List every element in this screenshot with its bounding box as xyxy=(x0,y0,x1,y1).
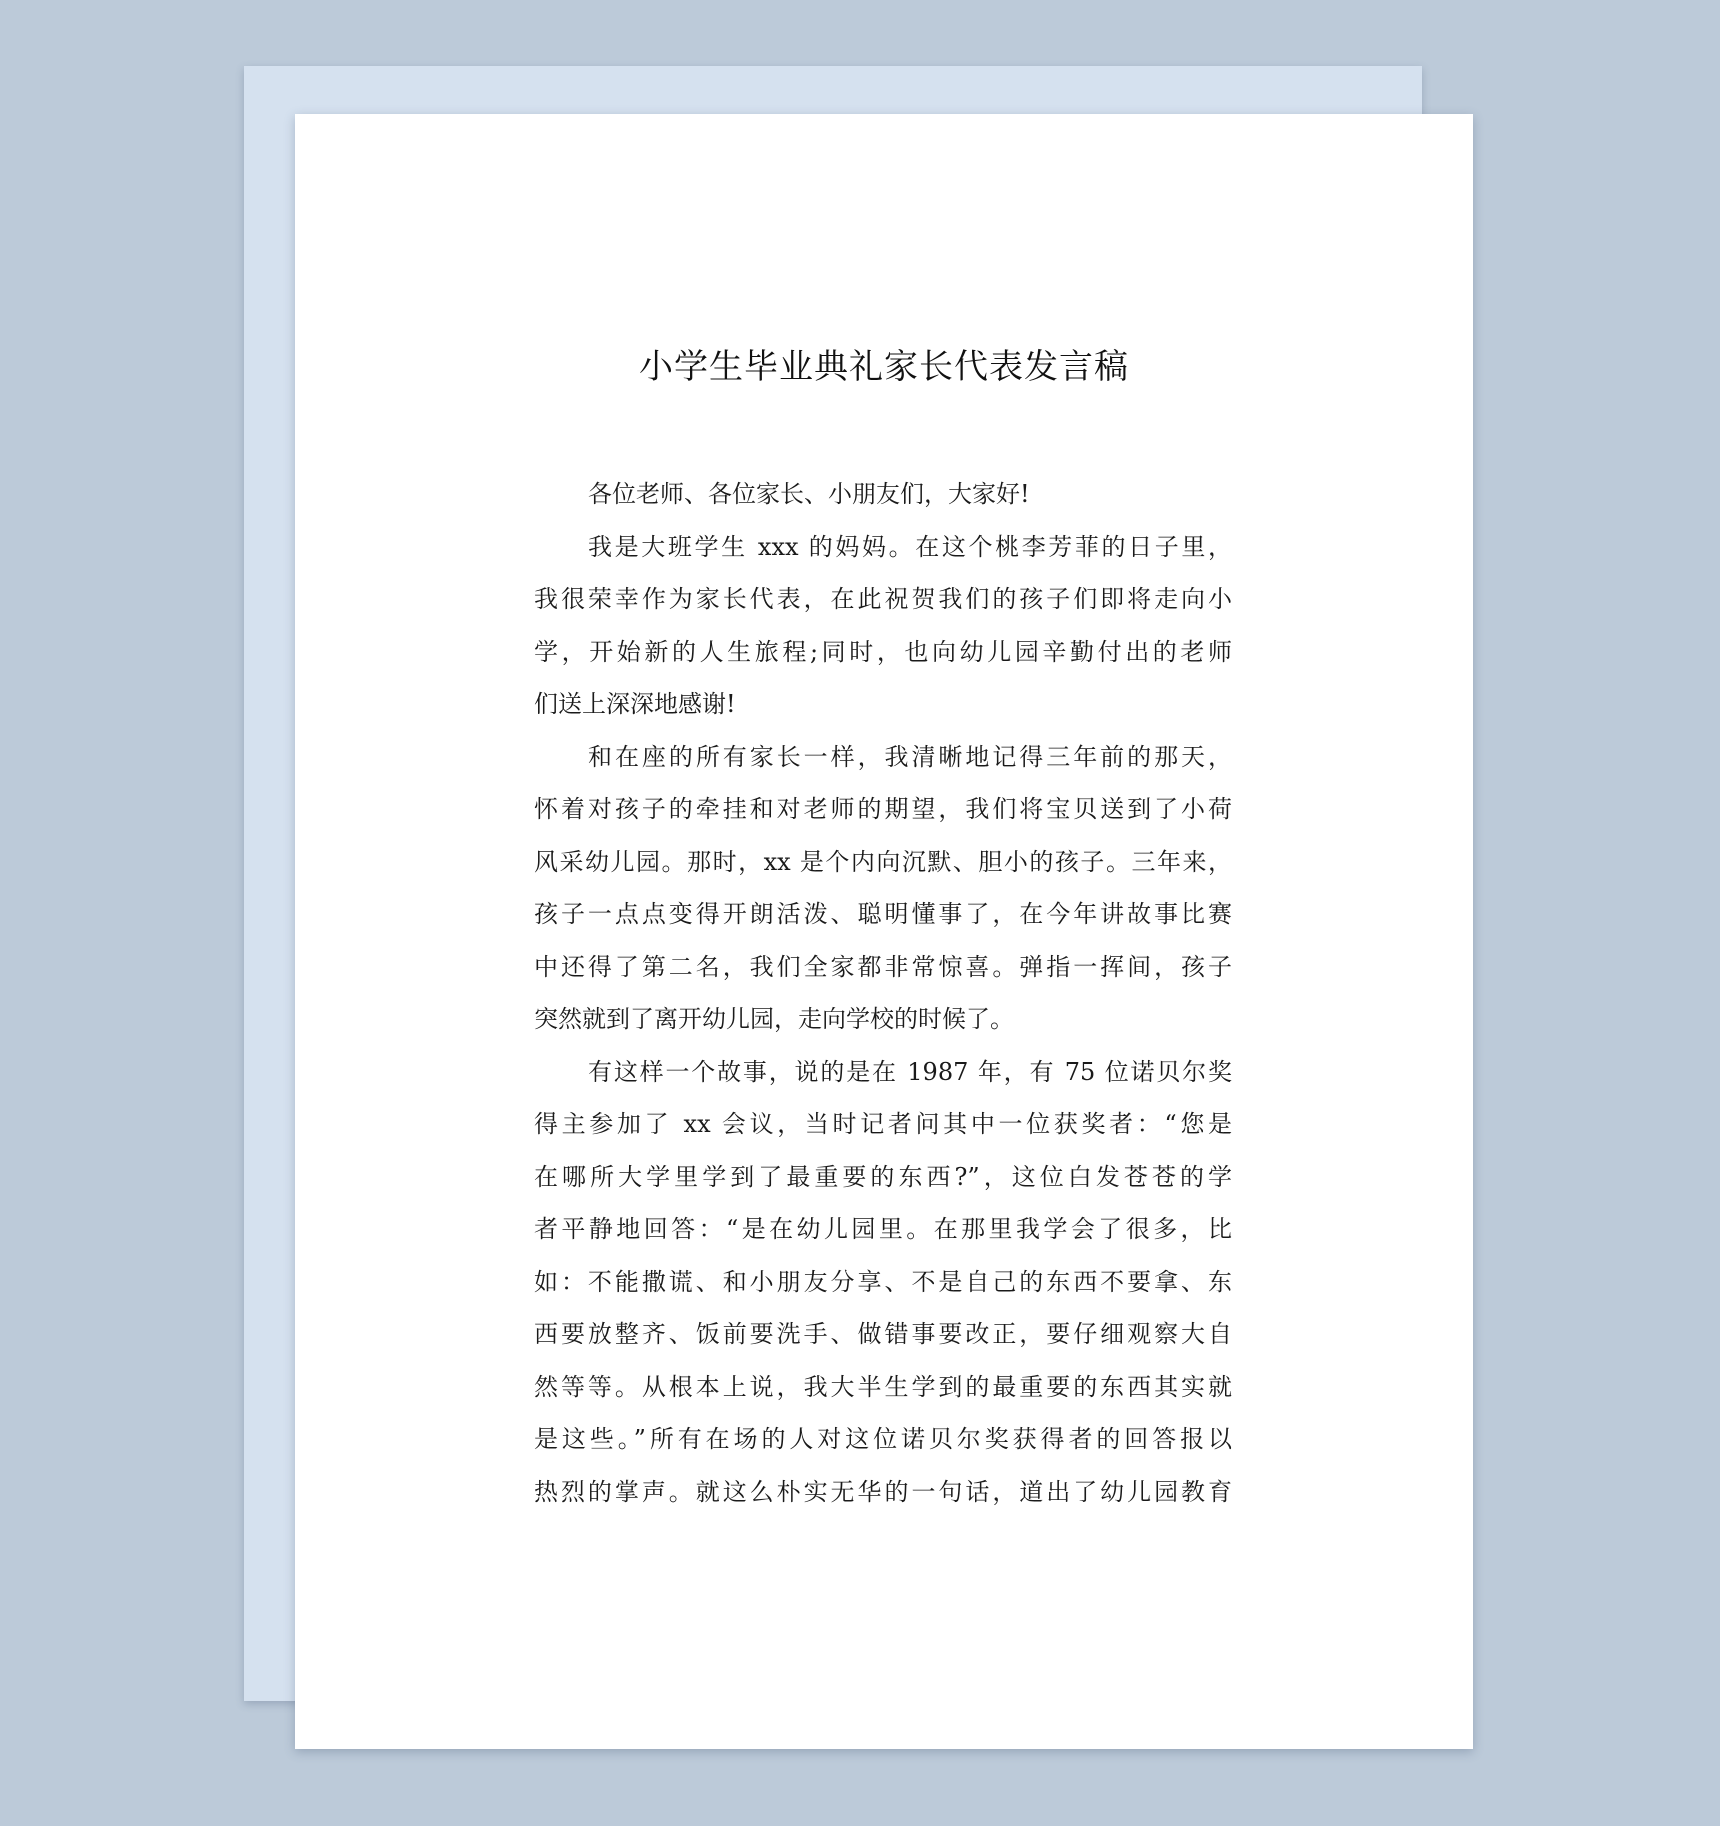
document-body xyxy=(534,468,1232,1518)
text-line: 学，开始新的人生旅程;同时，也向幼儿园辛勤付出的老师 xyxy=(534,637,1232,666)
text-line: 风采幼儿园。那时，xx 是个内向沉默、胆小的孩子。三年来， xyxy=(534,847,1232,876)
text-line: 得主参加了 xx 会议，当时记者问其中一位获奖者：“您是 xyxy=(534,1110,1232,1138)
text-line: 怀着对孩子的牵挂和对老师的期望，我们将宝贝送到了小荷 xyxy=(534,795,1232,823)
text-line: 是这些。”所有在场的人对这位诺贝尔奖获得者的回答报以 xyxy=(534,1425,1232,1453)
text-line: 西要放整齐、饭前要洗手、做错事要改正，要仔细观察大自 xyxy=(534,1320,1232,1348)
text-line: 热烈的掌声。就这么朴实无华的一句话，道出了幼儿园教育 xyxy=(534,1477,1232,1506)
text-line: 中还得了第二名，我们全家都非常惊喜。弹指一挥间，孩子 xyxy=(534,952,1232,981)
document-title: 小学生毕业典礼家长代表发言稿 xyxy=(639,347,1129,387)
text-line: 在哪所大学里学到了最重要的东西?”，这位白发苍苍的学 xyxy=(534,1162,1232,1191)
text-line: 如：不能撒谎、和小朋友分享、不是自己的东西不要拿、东 xyxy=(534,1267,1232,1296)
text-line: 突然就到了离开幼儿园，走向学校的时候了。 xyxy=(534,1005,1014,1033)
text-line: 和在座的所有家长一样，我清晰地记得三年前的那天， xyxy=(588,742,1232,771)
text-line: 们送上深深地感谢! xyxy=(534,690,736,718)
text-line: 孩子一点点变得开朗活泼、聪明懂事了，在今年讲故事比赛 xyxy=(534,900,1232,928)
document-page xyxy=(295,114,1473,1749)
text-line: 有这样一个故事，说的是在 1987 年，有 75 位诺贝尔奖 xyxy=(588,1057,1232,1086)
text-line: 者平静地回答：“是在幼儿园里。在那里我学会了很多，比 xyxy=(534,1215,1232,1243)
text-line: 各位老师、各位家长、小朋友们，大家好! xyxy=(588,480,1030,508)
text-line: 然等等。从根本上说，我大半生学到的最重要的东西其实就 xyxy=(534,1372,1232,1401)
text-line: 我很荣幸作为家长代表，在此祝贺我们的孩子们即将走向小 xyxy=(534,585,1232,613)
text-line: 我是大班学生 xxx 的妈妈。在这个桃李芳菲的日子里， xyxy=(588,532,1232,561)
